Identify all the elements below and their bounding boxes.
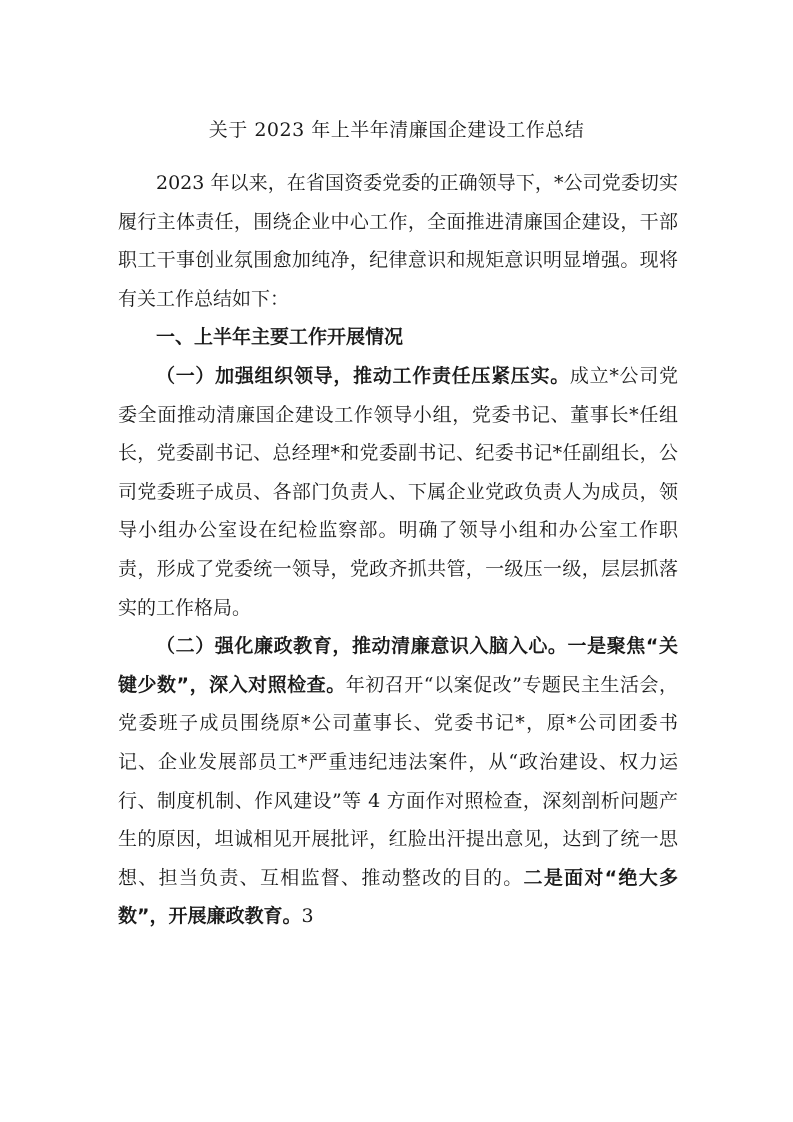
document-title: 关于 2023 年上半年清廉国企建设工作总结	[208, 119, 585, 141]
paragraph-part-2	[118, 627, 678, 936]
section-heading: 一、上半年主要工作开展情况	[156, 326, 404, 349]
paragraph-part-1	[118, 357, 678, 627]
part-2-text-1: 年初召开“以案促改”专题民主生活会，党委班子成员围绕原*公司董事长、党委书记*，原*公司团委书记、企业发展部员工*严重违纪违法案件，从“政治建设、权力运行、制度机制、作风建设”等 4 方面作对照检查，深刻剖析问题产生的原因，坦诚相见开展批评，红脸出汗提出意见，达到了统一思想、担当负责、互相监督、推动整改的目的。	[118, 673, 678, 889]
part-1-text: 成立*公司党委全面推动清廉国企建设工作领导小组，党委书记、董事长*任组长，党委副书记、总经理*和党委副书记、纪委书记*任副组长，公司党委班子成员、各部门负责人、下属企业党政负责人为成员，领导小组办公室设在纪检监察部。明确了领导小组和办公室工作职责，形成了党委统一领导，党政齐抓共管，一级压一级，层层抓落实的工作格局。	[118, 364, 678, 619]
intro-paragraph: 2023 年以来，在省国资委党委的正确领导下，*公司党委切实履行主体责任，围绕企业中心工作，全面推进清廉国企建设，干部职工干事创业氛围愈加纯净，纪律意识和规矩意识明显增强。现将有关工作总结如下：	[118, 172, 678, 310]
document-body	[118, 164, 678, 936]
part-1-lead: （一）加强组织领导，推动工作责任压紧压实。	[156, 364, 570, 387]
part-2-point-1: 一是聚焦“关键少数”，深入对照检查。	[118, 635, 678, 696]
part-2-lead: （二）强化廉政教育，推动清廉意识入脑入心。	[156, 635, 568, 658]
part-2-point-2: 二是面对“绝大多数”，开展廉政教育。	[118, 866, 678, 928]
part-2-text-2: 3	[301, 905, 314, 928]
